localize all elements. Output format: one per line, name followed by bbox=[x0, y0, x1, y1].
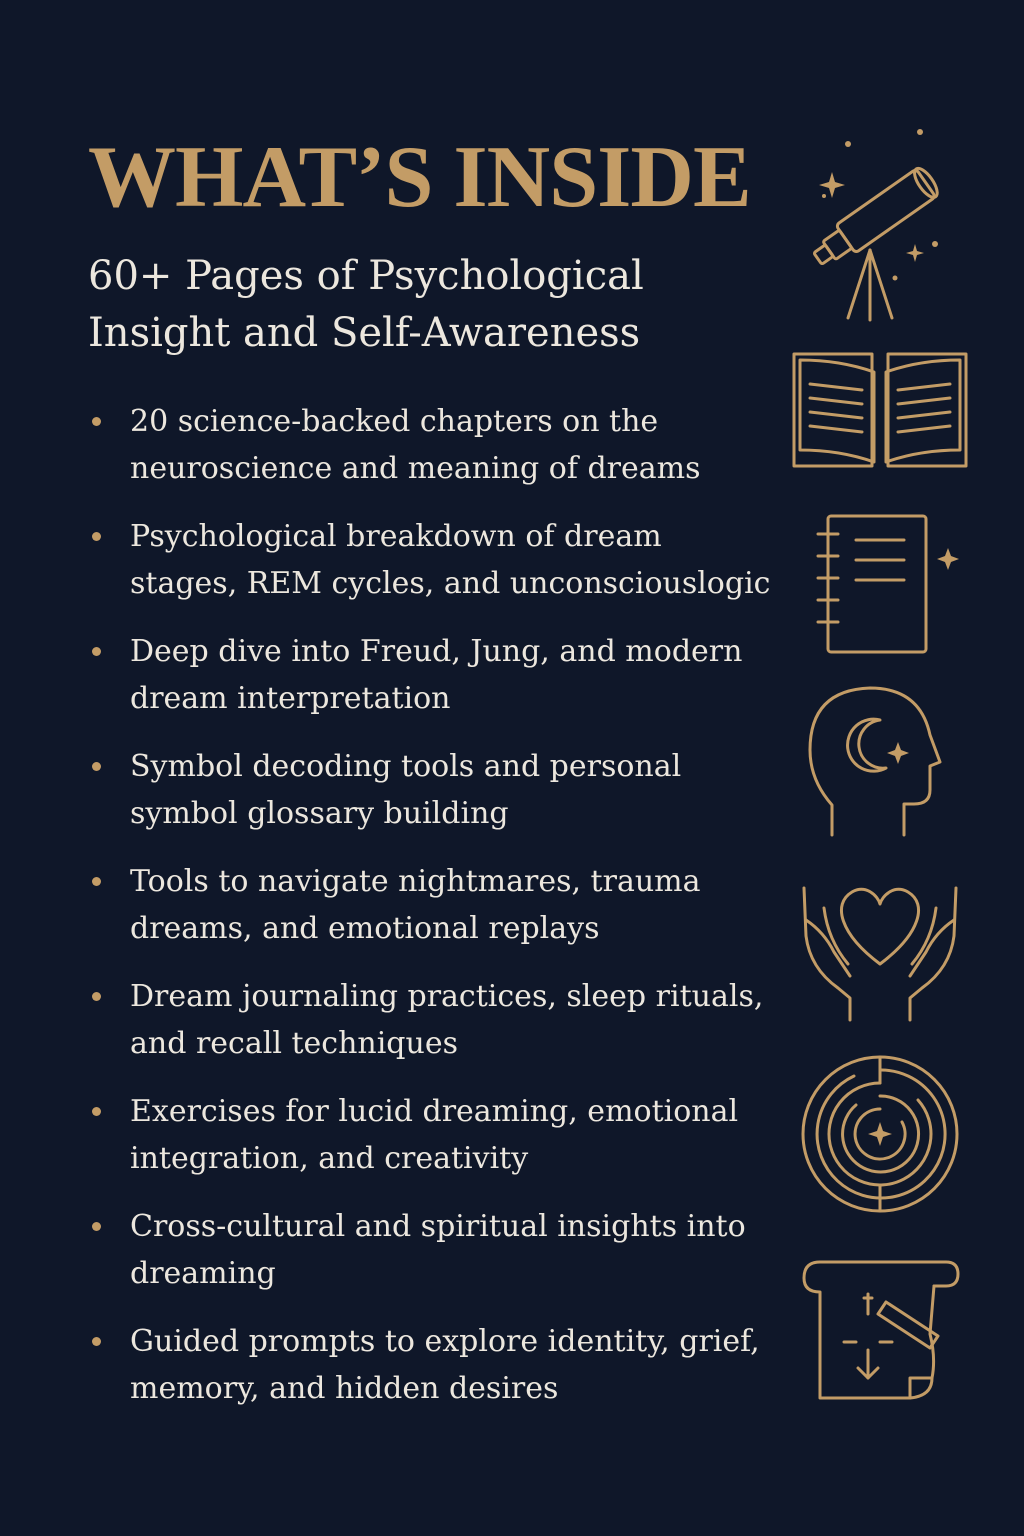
feature-item bbox=[88, 1088, 778, 1203]
page-title: WHAT’S INSIDE bbox=[88, 129, 751, 226]
labyrinth-icon bbox=[780, 1052, 980, 1217]
feature-item bbox=[88, 1203, 778, 1318]
feature-item bbox=[88, 973, 778, 1088]
feature-list bbox=[88, 398, 778, 1433]
scroll-icon bbox=[780, 1250, 980, 1410]
bullet-icon bbox=[92, 532, 101, 541]
bullet-icon bbox=[92, 992, 101, 1001]
feature-text: Symbol decoding tools and personal symbol glossary building bbox=[130, 749, 682, 831]
page-subtitle: 60+ Pages of Psychological Insight and Self-Awareness bbox=[88, 253, 644, 356]
feature-text: Deep dive into Freud, Jung, and modern dream interpretation bbox=[130, 634, 743, 716]
bullet-icon bbox=[92, 647, 101, 656]
feature-item bbox=[88, 513, 778, 628]
feature-item bbox=[88, 858, 778, 973]
open-book-icon bbox=[780, 346, 980, 476]
feature-text: Psychological breakdown of dream stages, REM cycles, and unconsciouslogic bbox=[130, 519, 771, 601]
bullet-icon bbox=[92, 762, 101, 771]
feature-text: Dream journaling practices, sleep rituals, and recall techniques bbox=[130, 979, 764, 1061]
feature-text: Exercises for lucid dreaming, emotional integration, and creativity bbox=[130, 1094, 739, 1176]
feature-item bbox=[88, 743, 778, 858]
feature-text: 20 science-backed chapters on the neuroscience and meaning of dreams bbox=[130, 404, 701, 486]
bullet-icon bbox=[92, 417, 101, 426]
feature-item bbox=[88, 628, 778, 743]
feature-text: Tools to navigate nightmares, trauma dreams, and emotional replays bbox=[130, 864, 701, 946]
feature-item bbox=[88, 1318, 778, 1433]
head-moon-icon bbox=[780, 680, 980, 845]
notebook-icon bbox=[780, 510, 980, 660]
bullet-icon bbox=[92, 1107, 101, 1116]
feature-text: Cross-cultural and spiritual insights into dreaming bbox=[130, 1209, 746, 1291]
bullet-icon bbox=[92, 1222, 101, 1231]
telescope-icon bbox=[780, 120, 980, 330]
feature-item bbox=[88, 398, 778, 513]
bullet-icon bbox=[92, 877, 101, 886]
icon-column bbox=[780, 110, 980, 1420]
feature-text: Guided prompts to explore identity, grief, memory, and hidden desires bbox=[130, 1324, 760, 1406]
bullet-icon bbox=[92, 1337, 101, 1346]
hands-heart-icon bbox=[780, 852, 980, 1027]
